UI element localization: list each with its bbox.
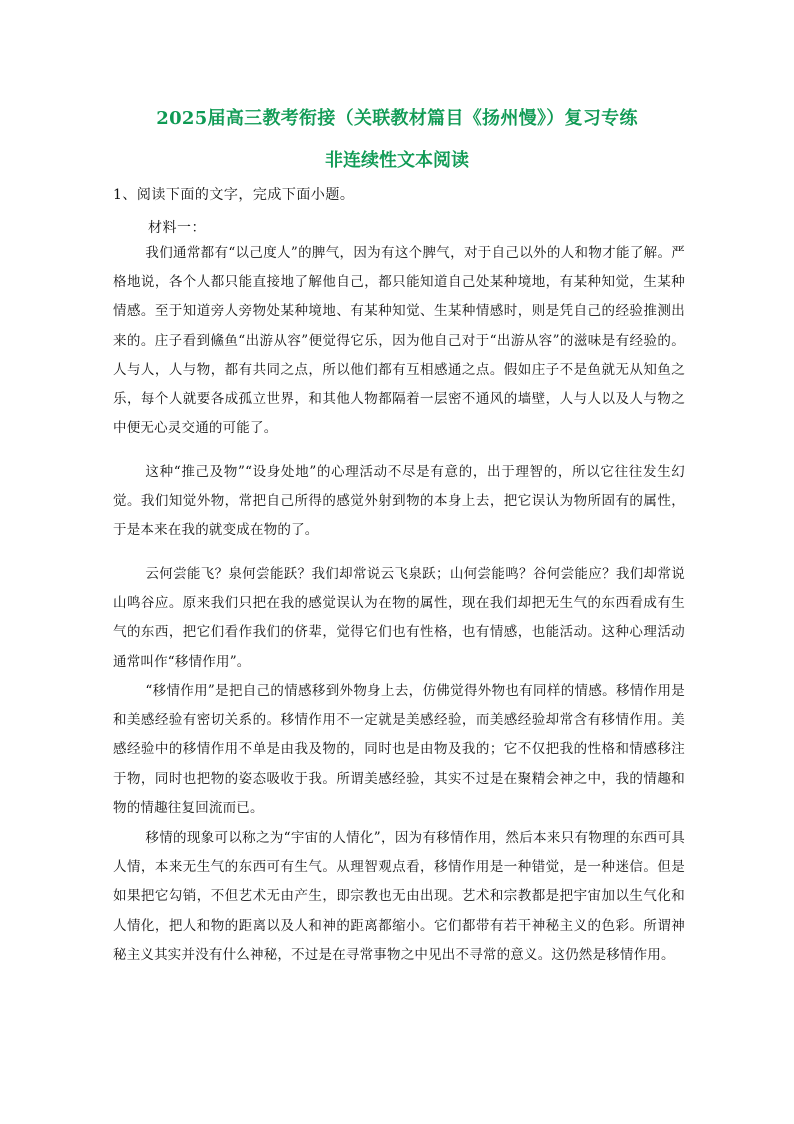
paragraph-4: “移情作用”是把自己的情感移到外物身上去，仿佛觉得外物也有同样的情感。移情作用是和美感经验有密切关系的。移情作用不一定就是美感经验，而美感经验却常含有移情作用。美感经验中的移情作用不单是由我及物的，同时也是由物及我的；它不仅把我的性格和情感移注于物，同时也把物的姿态吸收于我。所谓美感经验，其实不过是在聚精会神之中，我的情趣和物的情趣往复回流而已。 (113, 683, 685, 816)
paragraph-1: 我们通常都有“以己度人”的脾气，因为有这个脾气，对于自己以外的人和物才能了解。严格地说，各个人都只能直接地了解他自己，都只能知道自己处某种境地，有某种知觉，生某种情感。至于知道旁人旁物处某种境地、有某种知觉、生某种情感时，则是凭自己的经验推测出来的。庄子看到鯈鱼“出游从容”便觉得它乐，因为他自己对于“出游从容”的滋味是有经验的。人与人，人与物，都有共同之点，所以他们都有互相感通之点。假如庄子不是鱼就无从知鱼之乐，每个人就要各成孤立世界，和其他人物都隔着一层密不通风的墙壁，人与人以及人与物之中便无心灵交通的可能了。 (113, 245, 685, 437)
paragraph-2: 这种“推己及物”“设身处地”的心理活动不尽是有意的，出于理智的，所以它往往发生幻觉。我们知觉外物，常把自己所得的感觉外射到物的本身上去，把它误认为物所固有的属性，于是本来在我的就变成在物的了。 (113, 464, 685, 539)
document-title: 2025届高三教考衔接（关联教材篇目《扬州慢》）复习专练 (156, 108, 638, 129)
question-intro: 1、阅读下面的文字，完成下面小题。 (113, 187, 355, 203)
paragraph-5: 移情的现象可以称之为“宇宙的人情化”，因为有移情作用，然后本来只有物理的东西可具人情，本来无生气的东西可有生气。从理智观点看，移情作用是一种错觉，是一种迷信。但是如果把它勾销，不但艺术无由产生，即宗教也无由出现。艺术和宗教都是把宇宙加以生气化和人情化，把人和物的距离以及人和神的距离都缩小。它们都带有若干神秘主义的色彩。所谓神秘主义其实并没有什么神秘，不过是在寻常事物之中见出不寻常的意义。这仍然是移情作用。 (113, 830, 685, 963)
document-subtitle: 非连续性文本阅读 (325, 150, 469, 171)
paragraph-3: 云何尝能飞？泉何尝能跃？我们却常说云飞泉跃；山何尝能鸣？谷何尝能应？我们却常说山鸣谷应。原来我们只把在我的感觉误认为在物的属性，现在我们却把无生气的东西看成有生气的东西，把它们看作我们的侪辈，觉得它们也有性格，也有情感，也能活动。这种心理活动通常叫作“移情作用”。 (113, 566, 685, 670)
material-label: 材料一： (148, 220, 206, 236)
